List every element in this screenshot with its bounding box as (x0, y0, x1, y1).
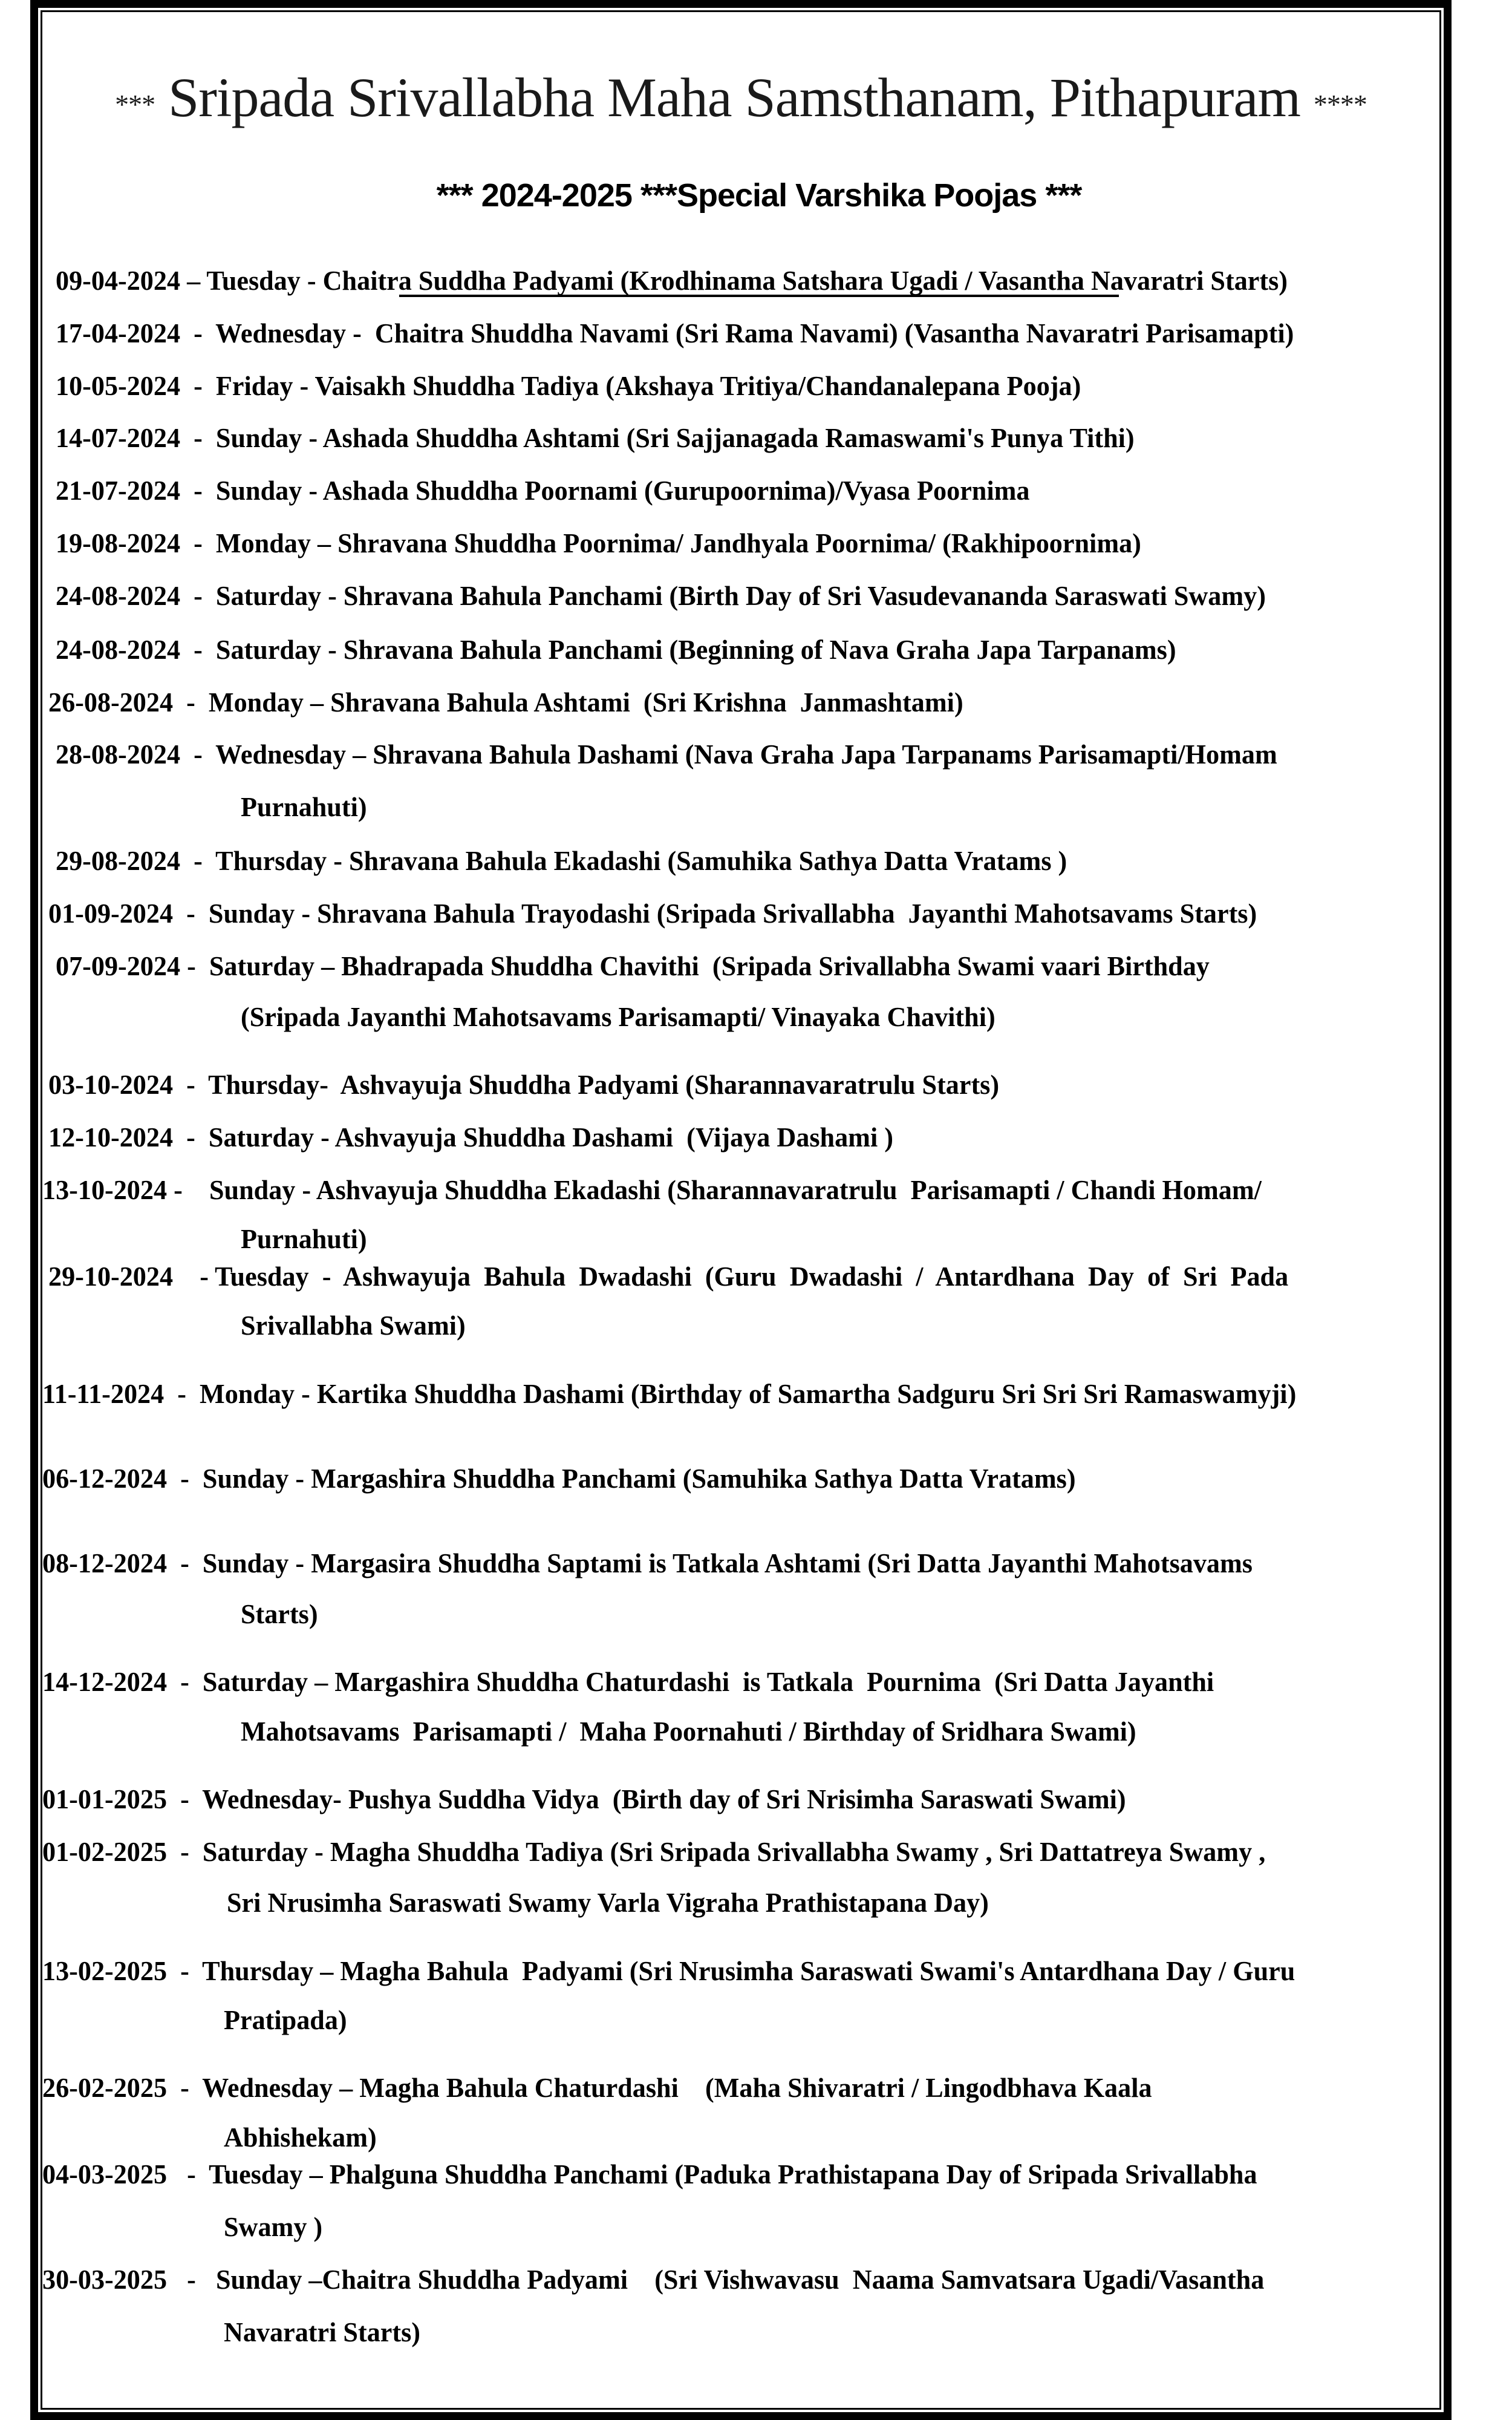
event-line: 24-08-2024 - Saturday - Shravana Bahula Panchami (Beginning of Nava Graha Japa Tarpanams) (56, 634, 1176, 665)
event-line-continuation: Swamy ) (224, 2211, 323, 2242)
event-line: 30-03-2025 - Sunday –Chaitra Shuddha Padyami (Sri Vishwavasu Naama Samvatsara Ugadi/Vasantha (42, 2264, 1265, 2295)
event-line-continuation: Mahotsavams Parisamapti / Maha Poornahuti / Birthday of Sridhara Swami) (241, 1716, 1136, 1747)
event-line-continuation: (Sripada Jayanthi Mahotsavams Parisamapti/ Vinayaka Chavithi) (241, 1001, 996, 1032)
event-line: 26-08-2024 - Monday – Shravana Bahula Ashtami (Sri Krishna Janmashtami) (48, 687, 963, 718)
event-line: 01-02-2025 - Saturday - Magha Shuddha Tadiya (Sri Sripada Srivallabha Swamy , Sri Dattatreya Swamy , (42, 1836, 1266, 1867)
title-text: Sripada Srivallabha Maha Samsthanam, Pithapuram (168, 67, 1300, 128)
event-line-continuation: Pratipada) (224, 2004, 347, 2035)
event-line: 07-09-2024 - Saturday – Bhadrapada Shuddha Chavithi (Sripada Srivallabha Swami vaari Birthday (56, 950, 1210, 981)
event-line: 04-03-2025 - Tuesday – Phalguna Shuddha Panchami (Paduka Prathistapana Day of Sripada Srivallabha (42, 2159, 1257, 2189)
event-line-continuation: Navaratri Starts) (224, 2317, 420, 2347)
event-line: 14-07-2024 - Sunday - Ashada Shuddha Ashtami (Sri Sajjanagada Ramaswami's Punya Tithi) (56, 422, 1135, 453)
event-line: 29-08-2024 - Thursday - Shravana Bahula Ekadashi (Samuhika Sathya Datta Vratams ) (56, 845, 1067, 876)
event-line: 08-12-2024 - Sunday - Margasira Shuddha Saptami is Tatkala Ashtami (Sri Datta Jayanthi Mahotsavams (42, 1548, 1253, 1578)
event-line: 19-08-2024 - Monday – Shravana Shuddha Poornima/ Jandhyala Poornima/ (Rakhipoornima) (56, 528, 1141, 558)
event-line: 21-07-2024 - Sunday - Ashada Shuddha Poornami (Gurupoornima)/Vyasa Poornima (56, 475, 1030, 506)
event-line: 26-02-2025 - Wednesday – Magha Bahula Chaturdashi (Maha Shivaratri / Lingodbhava Kaala (42, 2072, 1152, 2103)
page-subtitle: *** 2024-2025 ***Special Varshika Poojas *** (436, 177, 1082, 214)
event-line: 03-10-2024 - Thursday- Ashvayuja Shuddha Padyami (Sharannavaratrulu Starts) (48, 1069, 1000, 1100)
title-stars-right: **** (1313, 89, 1367, 120)
event-line-continuation: Abhishekam) (224, 2122, 377, 2153)
event-line: 11-11-2024 - Monday - Kartika Shuddha Dashami (Birthday of Samartha Sadguru Sri Sri Sri Ramaswamyji) (42, 1378, 1297, 1409)
page-title (41, 65, 1441, 129)
event-line: 24-08-2024 - Saturday - Shravana Bahula Panchami (Birth Day of Sri Vasudevananda Saraswati Swamy) (56, 580, 1266, 611)
event-line: 12-10-2024 - Saturday - Ashvayuja Shuddha Dashami (Vijaya Dashami ) (48, 1122, 893, 1153)
event-line: 09-04-2024 – Tuesday - Chaitra Suddha Padyami (Krodhinama Satshara Ugadi / Vasantha Navaratri Starts) (56, 265, 1288, 296)
event-line: 13-10-2024 - Sunday - Ashvayuja Shuddha Ekadashi (Sharannavaratrulu Parisamapti / Chandi Homam/ (42, 1174, 1262, 1205)
event-line-continuation: Purnahuti) (241, 1223, 367, 1254)
title-stars-left: *** (115, 89, 155, 120)
event-line: 01-09-2024 - Sunday - Shravana Bahula Trayodashi (Sripada Srivallabha Jayanthi Mahotsavams Starts) (48, 898, 1257, 929)
event-line: 13-02-2025 - Thursday – Magha Bahula Padyami (Sri Nrusimha Saraswati Swami's Antardhana Day / Guru (42, 1955, 1295, 1986)
event-line: 29-10-2024 - Tuesday - Ashwayuja Bahula Dwadashi (Guru Dwadashi / Antardhana Day of Sri Pada (48, 1261, 1289, 1292)
event-line-continuation: Sri Nrusimha Saraswati Swamy Varla Vigraha Prathistapana Day) (227, 1887, 989, 1918)
event-line-continuation: Starts) (241, 1598, 318, 1629)
event-line: 10-05-2024 - Friday - Vaisakh Shuddha Tadiya (Akshaya Tritiya/Chandanalepana Pooja) (56, 370, 1081, 401)
event-line: 14-12-2024 - Saturday – Margashira Shuddha Chaturdashi is Tatkala Pournima (Sri Datta Jayanthi (42, 1666, 1214, 1697)
event-line: 17-04-2024 - Wednesday - Chaitra Shuddha Navami (Sri Rama Navami) (Vasantha Navaratri Parisamapti) (56, 318, 1294, 348)
event-line: 06-12-2024 - Sunday - Margashira Shuddha Panchami (Samuhika Sathya Datta Vratams) (42, 1463, 1076, 1494)
event-line-continuation: Srivallabha Swami) (241, 1310, 466, 1341)
event-line: 28-08-2024 - Wednesday – Shravana Bahula Dashami (Nava Graha Japa Tarpanams Parisamapti/Homam (56, 739, 1277, 770)
event-line-continuation: Purnahuti) (241, 791, 367, 822)
event-line: 01-01-2025 - Wednesday- Pushya Suddha Vidya (Birth day of Sri Nrisimha Saraswati Swami) (42, 1784, 1126, 1814)
